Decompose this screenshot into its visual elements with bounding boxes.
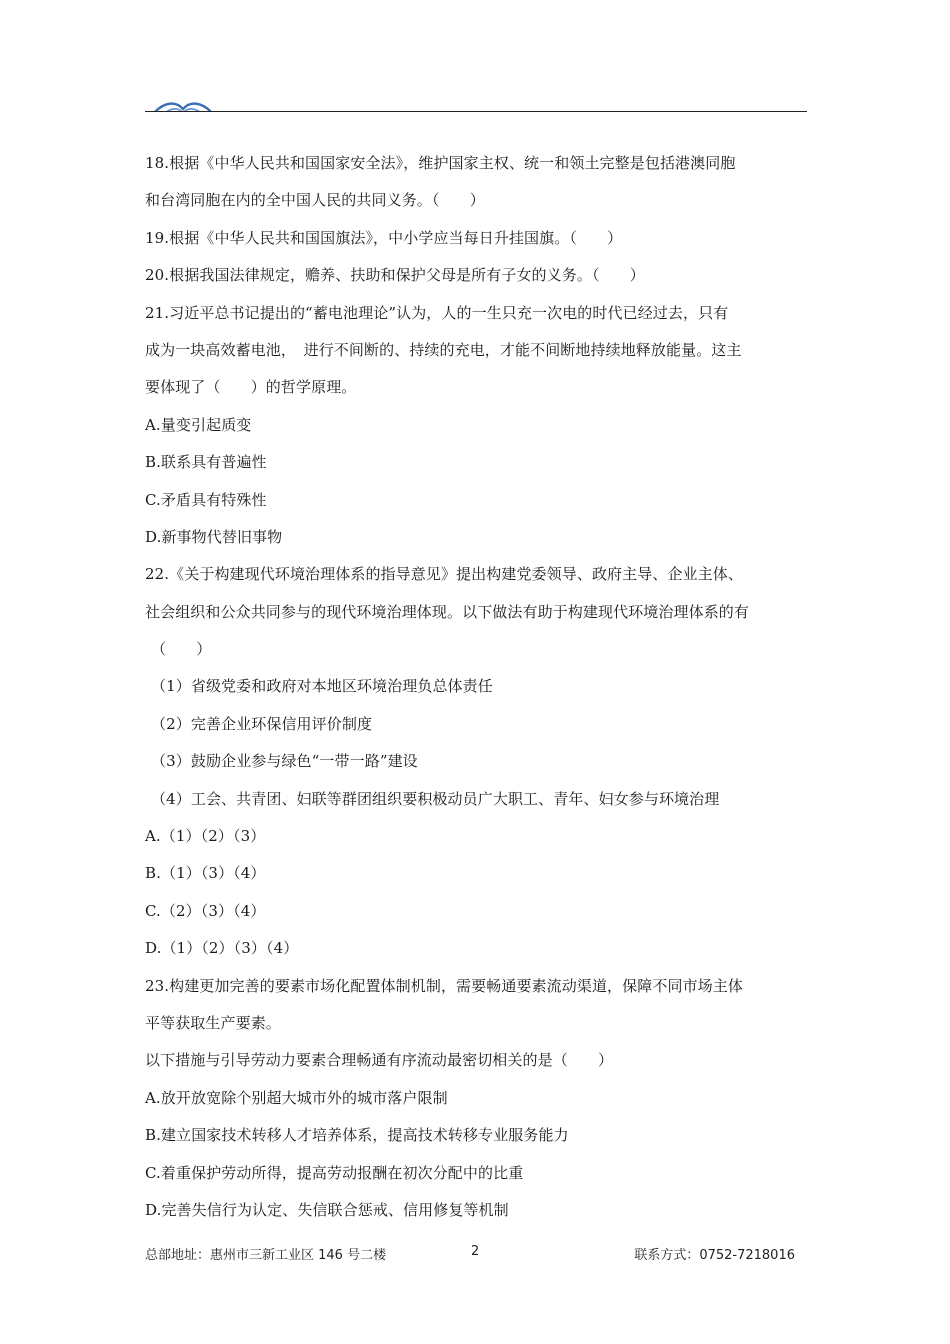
text-line: 要体现了（ ）的哲学原理。: [145, 378, 357, 397]
text-line: （ ）: [151, 640, 212, 659]
option-line: C.（2）（3）（4）: [145, 901, 266, 920]
option-line: A.量变引起质变: [145, 415, 252, 434]
page-number: 2: [471, 1244, 480, 1259]
text-line: 18.根据《中华人民共和国国家安全法》，维护国家主权、统一和领土完整是包括港澳同胞: [145, 154, 736, 172]
document-body: [145, 145, 809, 1229]
header-divider: [145, 111, 807, 112]
option-line: D.新事物代替旧事物: [145, 527, 283, 546]
option-line: A.放开放宽除个别超大城市外的城市落户限制: [145, 1088, 448, 1107]
text-line: 平等获取生产要素。: [145, 1013, 281, 1032]
option-line: A.（1）（2）（3）: [145, 827, 266, 846]
text-line: 社会组织和公众共同参与的现代环境治理体现。以下做法有助于构建现代环境治理体系的有: [145, 602, 750, 621]
text-line: 22.《关于构建现代环境治理体系的指导意见》提出构建党委领导、政府主导、企业主体、: [145, 565, 743, 584]
text-line: 23.构建更加完善的要素市场化配置体制机制，需要畅通要素流动渠道，保障不同市场主体: [145, 976, 743, 995]
option-line: B.联系具有普遍性: [145, 453, 267, 472]
footer-contact: 联系方式：0752-7218016: [634, 1248, 795, 1263]
text-line: 以下措施与引导劳动力要素合理畅通有序流动最密切相关的是（ ）: [145, 1051, 614, 1070]
option-line: B.建立国家技术转移人才培养体系，提高技术转移专业服务能力: [145, 1126, 569, 1145]
list-item: （1）省级党委和政府对本地区环境治理负总体责任: [151, 677, 493, 696]
text-line: 成为一块高效蓄电池， 进行不间断的、持续的充电，才能不间断地持续地释放能量。这主: [145, 340, 742, 359]
option-line: D.完善失信行为认定、失信联合惩戒、信用修复等机制: [145, 1200, 509, 1219]
text-line: 20.根据我国法律规定，赡养、扶助和保护父母是所有子女的义务。（ ）: [145, 266, 645, 285]
option-line: B.（1）（3）（4）: [145, 864, 266, 883]
page-footer: [0, 1244, 950, 1266]
text-line: 21.习近平总书记提出的“蓄电池理论”认为，人的一生只充一次电的时代已经过去，只有: [145, 303, 729, 322]
footer-address: 总部地址：惠州市三新工业区 146 号二楼: [145, 1248, 387, 1263]
option-line: C.矛盾具有特殊性: [145, 490, 267, 509]
text-line: 19.根据《中华人民共和国国旗法》，中小学应当每日升挂国旗。（ ）: [145, 228, 623, 247]
list-item: （2）完善企业环保信用评价制度: [151, 714, 373, 733]
list-item: （3）鼓励企业参与绿色“一带一路”建设: [151, 752, 418, 771]
option-line: C.着重保护劳动所得，提高劳动报酬在初次分配中的比重: [145, 1163, 524, 1182]
text-line: 和台湾同胞在内的全中国人民的共同义务。（ ）: [145, 191, 485, 210]
list-item: （4）工会、共青团、妇联等群团组织要积极动员广大职工、青年、妇女参与环境治理: [151, 789, 720, 808]
option-line: D.（1）（2）（3）（4）: [145, 939, 299, 958]
